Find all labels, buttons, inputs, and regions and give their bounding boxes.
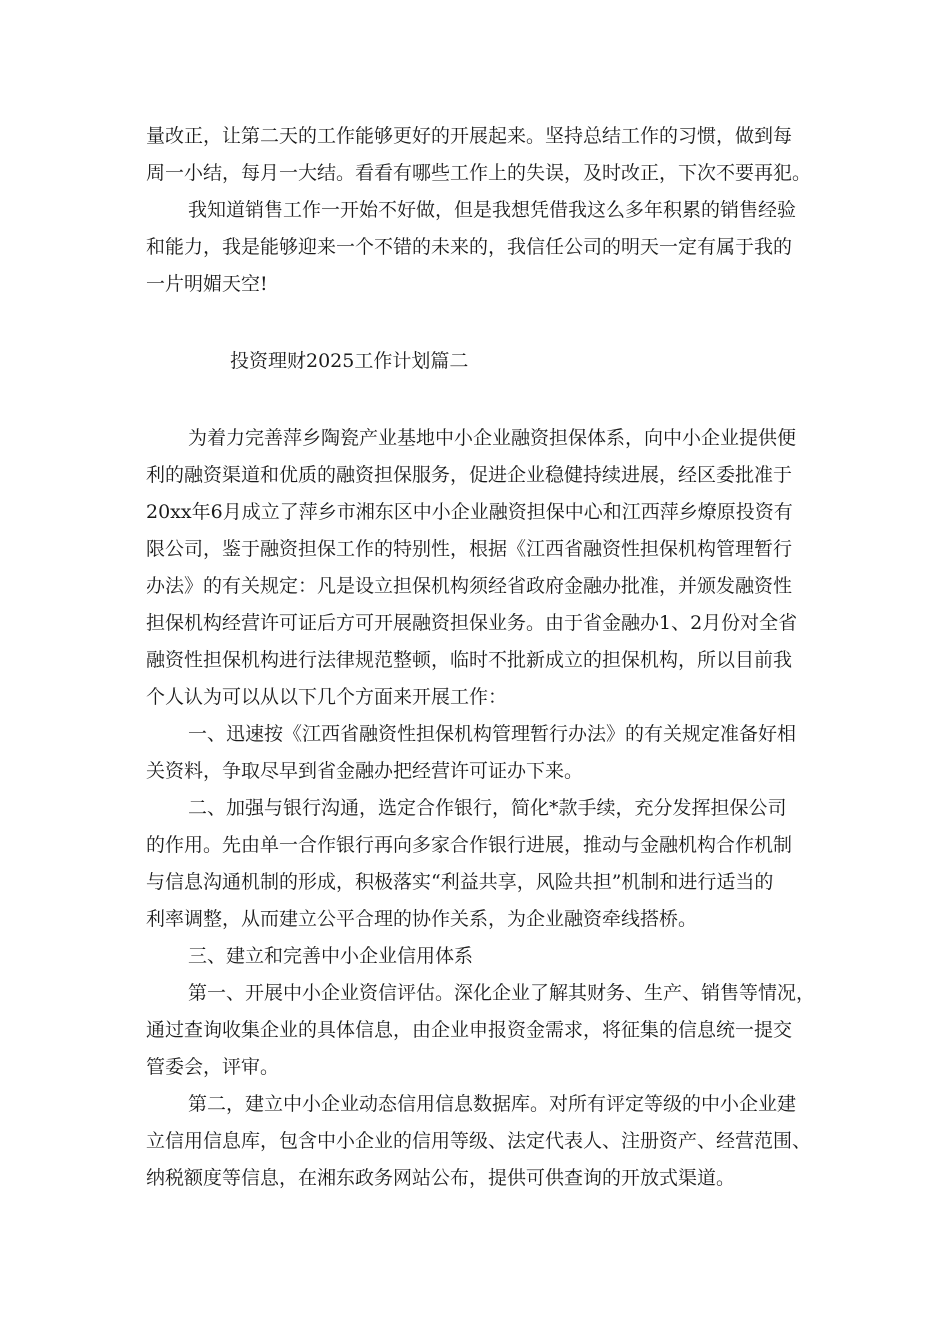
- text-line: 担保机构经营许可证后方可开展融资担保业务。由于省金融办1、2月份对全省: [146, 612, 798, 634]
- list-item-3: [146, 938, 816, 975]
- sub-item-1: [146, 975, 816, 1086]
- text-line: 和能力，我是能够迎来一个不错的未来的，我信任公司的明天一定有属于我的: [146, 236, 793, 258]
- spacer: [146, 380, 816, 420]
- text-line: 周一小结，每月一大结。看看有哪些工作上的失误，及时改正，下次不要再犯。: [146, 162, 812, 184]
- list-item-2: [146, 790, 816, 938]
- text-line: 我知道销售工作一开始不好做，但是我想凭借我这么多年积累的销售经验: [188, 199, 797, 221]
- text-line: 三、建立和完善中小企业信用体系: [188, 945, 474, 967]
- text-line: 立信用信息库，包含中小企业的信用等级、法定代表人、注册资产、经营范围、: [146, 1130, 812, 1152]
- section-heading: 投资理财2025工作计划篇二: [230, 350, 469, 372]
- list-item-1: [146, 716, 816, 790]
- paragraph-3: [146, 420, 816, 716]
- text-line: 通过查询收集企业的具体信息，由企业申报资金需求，将征集的信息统一提交: [146, 1019, 793, 1041]
- text-line: 利率调整，从而建立公平合理的协作关系，为企业融资牵线搭桥。: [146, 908, 698, 930]
- spacer: [146, 303, 816, 343]
- text-line: 利的融资渠道和优质的融资担保服务，促进企业稳健持续进展，经区委批准于: [146, 464, 793, 486]
- paragraph-2: [146, 192, 816, 303]
- text-line: 纳税额度等信息，在湘东政务网站公布，提供可供查询的开放式渠道。: [146, 1167, 736, 1189]
- text-line: 个人认为可以从以下几个方面来开展工作：: [146, 686, 508, 708]
- text-line: 二、加强与银行沟通，选定合作银行，简化*款手续，充分发挥担保公司: [188, 797, 787, 819]
- text-line: 一、迅速按《江西省融资性担保机构管理暂行办法》的有关规定准备好相: [188, 723, 797, 745]
- text-line: 管委会，评审。: [146, 1056, 280, 1078]
- text-line: 20xx年6月成立了萍乡市湘东区中小企业融资担保中心和江西萍乡燎原投资有: [146, 501, 793, 523]
- paragraph-1: [146, 118, 816, 192]
- text-line: 第二，建立中小企业动态信用信息数据库。对所有评定等级的中小企业建: [188, 1093, 797, 1115]
- text-line: 关资料，争取尽早到省金融办把经营许可证办下来。: [146, 760, 584, 782]
- text-line: 第一、开展中小企业资信评估。深化企业了解其财务、生产、销售等情况，: [188, 982, 816, 1004]
- text-line: 一片明媚天空!: [146, 273, 268, 295]
- sub-item-2: [146, 1086, 816, 1197]
- text-line: 限公司，鉴于融资担保工作的特别性，根据《江西省融资性担保机构管理暂行: [146, 538, 793, 560]
- text-line: 为着力完善萍乡陶瓷产业基地中小企业融资担保体系，向中小企业提供便: [188, 427, 797, 449]
- text-line: 融资性担保机构进行法律规范整顿，临时不批新成立的担保机构，所以目前我: [146, 649, 793, 671]
- document-body: [146, 118, 816, 1197]
- text-line: 的作用。先由单一合作银行再向多家合作银行进展，推动与金融机构合作机制: [146, 834, 793, 856]
- text-line: 量改正，让第二天的工作能够更好的开展起来。坚持总结工作的习惯，做到每: [146, 125, 793, 147]
- text-line: 与信息沟通机制的形成，积极落实“利益共享，风险共担”机制和进行适当的: [146, 871, 774, 893]
- text-line: 办法》的有关规定：凡是设立担保机构须经省政府金融办批准，并颁发融资性: [146, 575, 793, 597]
